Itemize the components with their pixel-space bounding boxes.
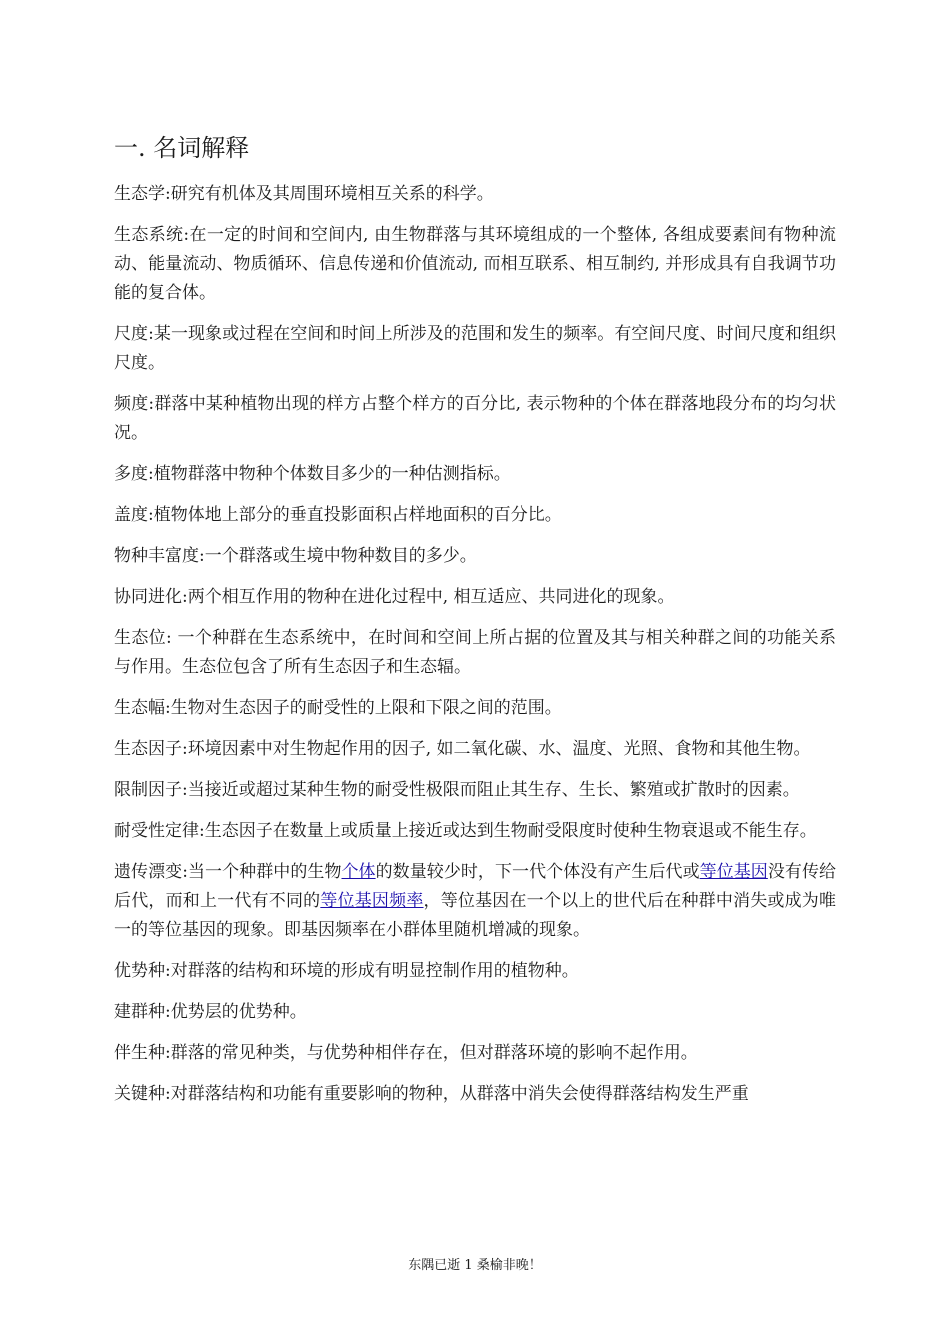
term: 协同进化 [114,587,182,607]
term: 生态学 [114,184,165,204]
definition-item: 耐受性定律:生态因子在数量上或质量上接近或达到生物耐受限度时使种生物衰退或不能生存。 [114,821,817,841]
definition-item: 生态幅:生物对生态因子的耐受性的上限和下限之间的范围。 [114,698,562,718]
term: 尺度 [114,324,149,344]
definition: 生物对生态因子的耐受性的上限和下限之间的范围。 [170,698,562,718]
definition-item: 生态因子:环境因素中对生物起作用的因子, 如二氧化碳、水、温度、光照、食物和其他生物。 [114,739,811,759]
term: 伴生种 [114,1043,165,1063]
term: 盖度 [114,505,148,525]
term: 物种丰富度 [114,546,199,566]
term: 遗传漂变 [114,862,183,882]
term: 关键种 [114,1084,165,1104]
definition: 环境因素中对生物起作用的因子, 如二氧化碳、水、温度、光照、食物和其他生物。 [187,739,811,759]
link-allele[interactable]: 等位基因 [699,862,768,882]
definition-item: 伴生种:群落的常见种类，与优势种相伴存在，但对群落环境的影响不起作用。 [114,1043,698,1063]
definition-item: 建群种:优势层的优势种。 [114,1002,307,1022]
definition-item: 限制因子:当接近或超过某种生物的耐受性极限而阻止其生存、生长、繁殖或扩散时的因素。 [114,780,800,800]
definition-item: 生态位: 一个种群在生态系统中，在时间和空间上所占据的位置及其与相关种群之间的功能关系与作用。生态位包含了所有生态因子和生态辐。 [114,628,837,677]
definitions-list [114,180,836,1121]
section-heading: 一. 名词解释 [114,134,250,162]
definition: 群落中某种植物出现的样方占整个样方的百分比, 表示物种的个体在群落地段分布的均匀状况。 [114,394,836,443]
term: 频度 [114,394,149,414]
definition: 当接近或超过某种生物的耐受性极限而阻止其生存、生长、繁殖或扩散时的因素。 [187,780,800,800]
page-footer: 东隅已逝 1 桑榆非晚！ [408,1258,542,1273]
definition-item: 优势种:对群落的结构和环境的形成有明显控制作用的植物种。 [114,961,579,981]
definition-item: 关键种:对群落结构和功能有重要影响的物种，从群落中消失会使得群落结构发生严重 [114,1084,749,1104]
definition-item: 生态学:研究有机体及其周围环境相互关系的科学。 [114,184,494,204]
definition: 某一现象或过程在空间和时间上所涉及的范围和发生的频率。有空间尺度、时间尺度和组织尺度。 [114,324,836,373]
definition-item-genetic-drift: 遗传漂变:当一个种群中的生物个体的数量较少时，下一代个体没有产生后代或等位基因没有传给后代，而和上一代有不同的等位基因频率，等位基因在一个以上的世代后在种群中消失或成为唯一的等位基因的现象。即基因频率在小群体里随机增减的现象。 [114,862,837,940]
definition: 在一定的时间和空间内, 由生物群落与其环境组成的一个整体, 各组成要素间有物种流动、能量流动、物质循环、信息传递和价值流动, 而相互联系、相互制约, 并形成具有自我调节功能的复合体。 [114,225,837,303]
definition: 一个群落或生境中物种数目的多少。 [204,546,477,566]
definition: 对群落结构和功能有重要影响的物种，从群落中消失会使得群落结构发生严重 [170,1084,749,1104]
definition-item: 物种丰富度:一个群落或生境中物种数目的多少。 [114,546,477,566]
definition: 植物群落中物种个体数目多少的一种估测指标。 [153,464,511,484]
definition-item: 多度:植物群落中物种个体数目多少的一种估测指标。 [114,464,511,484]
definition-item: 生态系统:在一定的时间和空间内, 由生物群落与其环境组成的一个整体, 各组成要素间有物种流动、能量流动、物质循环、信息传递和价值流动, 而相互联系、相互制约, 并形成具有自我调节功能的复合体。 [114,225,837,303]
term: 多度 [114,464,148,484]
link-individual[interactable]: 个体 [341,862,376,882]
definition: 植物体地上部分的垂直投影面积占样地面积的百分比。 [153,505,562,525]
term: 生态系统 [114,225,184,245]
term: 优势种 [114,961,165,981]
term: 耐受性定律 [114,821,199,841]
definition: 两个相互作用的物种在进化过程中, 相互适应、共同进化的现象。 [187,587,675,607]
definition: 优势层的优势种。 [170,1002,307,1022]
definition: 生态因子在数量上或质量上接近或达到生物耐受限度时使种生物衰退或不能生存。 [204,821,817,841]
definition-item: 协同进化:两个相互作用的物种在进化过程中, 相互适应、共同进化的现象。 [114,587,675,607]
term: 生态幅 [114,698,165,718]
definition: 对群落的结构和环境的形成有明显控制作用的植物种。 [170,961,579,981]
definition: 研究有机体及其周围环境相互关系的科学。 [170,184,494,204]
term: 限制因子 [114,780,182,800]
term: 建群种 [114,1002,165,1022]
link-allele-frequency[interactable]: 等位基因频率 [320,891,424,911]
definition-item: 盖度:植物体地上部分的垂直投影面积占样地面积的百分比。 [114,505,562,525]
definition: 群落的常见种类，与优势种相伴存在，但对群落环境的影响不起作用。 [170,1043,698,1063]
definition: 一个种群在生态系统中，在时间和空间上所占据的位置及其与相关种群之间的功能关系与作用。生态位包含了所有生态因子和生态辐。 [114,628,837,677]
definition-item: 尺度:某一现象或过程在空间和时间上所涉及的范围和发生的频率。有空间尺度、时间尺度和组织尺度。 [114,324,836,373]
term: 生态位 [114,628,167,648]
definition-item: 频度:群落中某种植物出现的样方占整个样方的百分比, 表示物种的个体在群落地段分布的均匀状况。 [114,394,836,443]
term: 生态因子 [114,739,182,759]
